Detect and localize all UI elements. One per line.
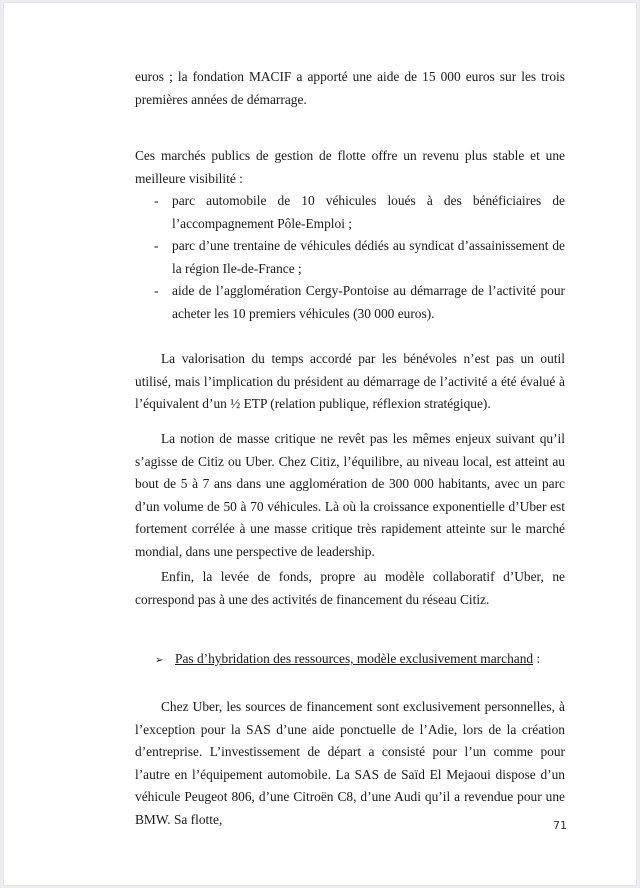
heading-text: Pas d’hybridation des ressources, modèle exclusivement marchand (175, 651, 534, 666)
paragraph-uber-financement (135, 696, 565, 831)
list-item (135, 280, 565, 325)
arrow-bullet-icon: ➢ (155, 655, 164, 666)
paragraph-macif (135, 66, 565, 111)
paragraph-masse-critique (135, 428, 565, 563)
paragraph-text: La notion de masse critique ne revêt pas les mêmes enjeux suivant qu’il s’agisse de Citiz ou Uber. Chez Citiz, l’équilibre, au niveau local, est atteint au bout de 5 à 7 ans dans une agglomération de 300 000 habitants, avec un parc d’un volume de 50 à 70 véhicules. Là où la croissance exponentielle d’Uber est fortement corrélée à une masse critique très rapidement atteinte sur le marché mondial, dans une perspective de leadership. (135, 431, 565, 559)
list-item (135, 190, 565, 235)
paragraph-text: La valorisation du temps accordé par les bénévoles n’est pas un outil utilisé, mais l’implication du président au démarrage de l’activité a été évalué à l’équivalent d’un ½ ETP (relation publique, réflexion stratégique). (135, 351, 565, 411)
paragraph-valorisation (135, 348, 565, 416)
paragraph-text: Ces marchés publics de gestion de flotte offre un revenu plus stable et une meilleure visibilité : (135, 148, 565, 186)
paragraph-text: Chez Uber, les sources de financement sont exclusivement personnelles, à l’exception pour la SAS d’une aide ponctuelle de l’Adie, lors de la création d’entreprise. L’investissement de départ a consisté pour l’un comme pour l’autre en l’équipement automobile. La SAS de Saïd El Mejaoui dispose d’un véhicule Peugeot 806, d’une Citroën C8, d’une Audi qu’il a revendue pour une BMW. Sa flotte, (135, 699, 565, 827)
paragraph-marches-publics (135, 145, 565, 325)
list-item-text: parc d’une trentaine de véhicules dédiés au syndicat d’assainissement de la région Ile-de-France ; (172, 238, 565, 276)
list-item (135, 235, 565, 280)
list-item-text: parc automobile de 10 véhicules loués à des bénéficiaires de l’accompagnement Pôle-Emploi ; (172, 193, 565, 231)
section-heading (135, 648, 585, 673)
paragraph-text: euros ; la fondation MACIF a apporté une aide de 15 000 euros sur les trois premières années de démarrage. (135, 69, 565, 107)
heading-suffix: : (533, 651, 541, 666)
page-number: 71 (553, 819, 567, 832)
paragraph-text: Enfin, la levée de fonds, propre au modèle collaboratif d’Uber, ne correspond pas à une des activités de financement du réseau Citiz. (135, 569, 565, 607)
paragraph-levee-fonds (135, 566, 565, 611)
list-item-text: aide de l’agglomération Cergy-Pontoise au démarrage de l’activité pour acheter les 10 premiers véhicules (30 000 euros). (172, 283, 565, 321)
dash-marker: - (154, 193, 159, 208)
document-page (4, 3, 636, 885)
bullet-list (135, 190, 565, 325)
dash-marker: - (154, 283, 159, 298)
dash-marker: - (154, 238, 159, 253)
